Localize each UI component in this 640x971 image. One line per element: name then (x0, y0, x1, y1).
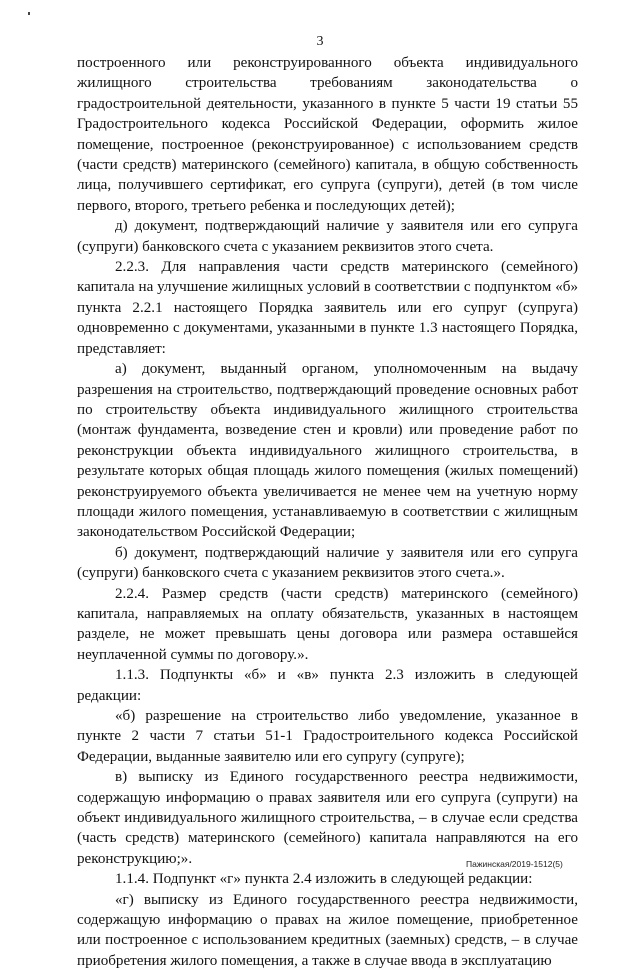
paragraph-1-1-3: 1.1.3. Подпункты «б» и «в» пункта 2.3 изложить в следующей редакции: (77, 667, 578, 704)
paragraph-2-2-3: 2.2.3. Для направления части средств материнского (семейного) капитала на улучшение жилищных условий в соответствии с подпунктом «б» пункта 2.2.1 настоящего Порядка заявитель или его супруг (супруга) одновременно с документами, указанными в пункте 1.3 настоящего Порядка, представляет: (77, 259, 578, 357)
document-body (77, 53, 578, 971)
paragraph-quote-g: «г) выписку из Единого государственного реестра недвижимости, содержащую информацию о правах на жилое помещение, приобретенное или построенное с использованием кредитных (заемных) средств, – в случае приобретения жилого помещения, а также в случае ввода в эксплуатацию (77, 891, 578, 969)
paragraph-item-b: б) документ, подтверждающий наличие у заявителя или его супруга (супруги) банковского счета с указанием реквизитов этого счета.». (77, 544, 578, 582)
footer-code: Пажинская/2019-1512(5) (466, 859, 563, 869)
paragraph-item-a: а) документ, выданный органом, уполномоченным на выдачу разрешения на строительство, подтверждающий проведение основных работ по строительству объекта индивидуального жилищного строительства (монтаж фундамента, возведение стен и кровли) или проведение работ по реконструкции объекта индивидуального жилищного строительства, в результате которых общая площадь жилого помещения (жилых помещений) реконструируемого объекта увеличивается не менее чем на учетную норму площади жилого помещения, устанавливаемую в соответствии с жилищным законодательством Российской Федерации; (77, 361, 578, 541)
paragraph-2-2-4: 2.2.4. Размер средств (части средств) материнского (семейного) капитала, направляемых на оплату обязательств, указанных в настоящем разделе, не может превышать цены договора или размера оставшейся неуплаченной суммы по договору.». (77, 585, 578, 663)
scan-speck (28, 12, 30, 15)
paragraph-1-1-4: 1.1.4. Подпункт «г» пункта 2.4 изложить в следующей редакции: (115, 871, 533, 888)
paragraph-quote-b: «б) разрешение на строительство либо уведомление, указанное в пункте 2 части 7 статьи 51-1 Градостроительного кодекса Российской Федерации, выданные заявителю или его супругу (супруге); (77, 708, 578, 765)
paragraph-quote-v: в) выписку из Единого государственного реестра недвижимости, содержащую информацию о правах заявителя или его супруга (супруги) на объект индивидуального жилищного строительства, – в случае если средства (часть средств) материнского (семейного) капитала направляются на его реконструкцию;». (77, 769, 578, 867)
paragraph-continuation: построенного или реконструированного объекта индивидуального жилищного строительства требованиям законодательства о градостроительной деятельности, указанного в пункте 5 части 19 статьи 55 Градостроительного кодекса Российской Федерации, оформить жилое помещение, построенное (реконструированное) с использованием средств (части средств) материнского (семейного) капитала, в общую собственность лица, получившего сертификат, его супруга (супруги), детей (в том числе первого, второго, третьего ребенка и последующих детей); (77, 55, 578, 214)
page-number: 3 (316, 34, 324, 49)
paragraph-item-d: д) документ, подтверждающий наличие у заявителя или его супруга (супруги) банковского счета с указанием реквизитов этого счета. (77, 218, 578, 255)
